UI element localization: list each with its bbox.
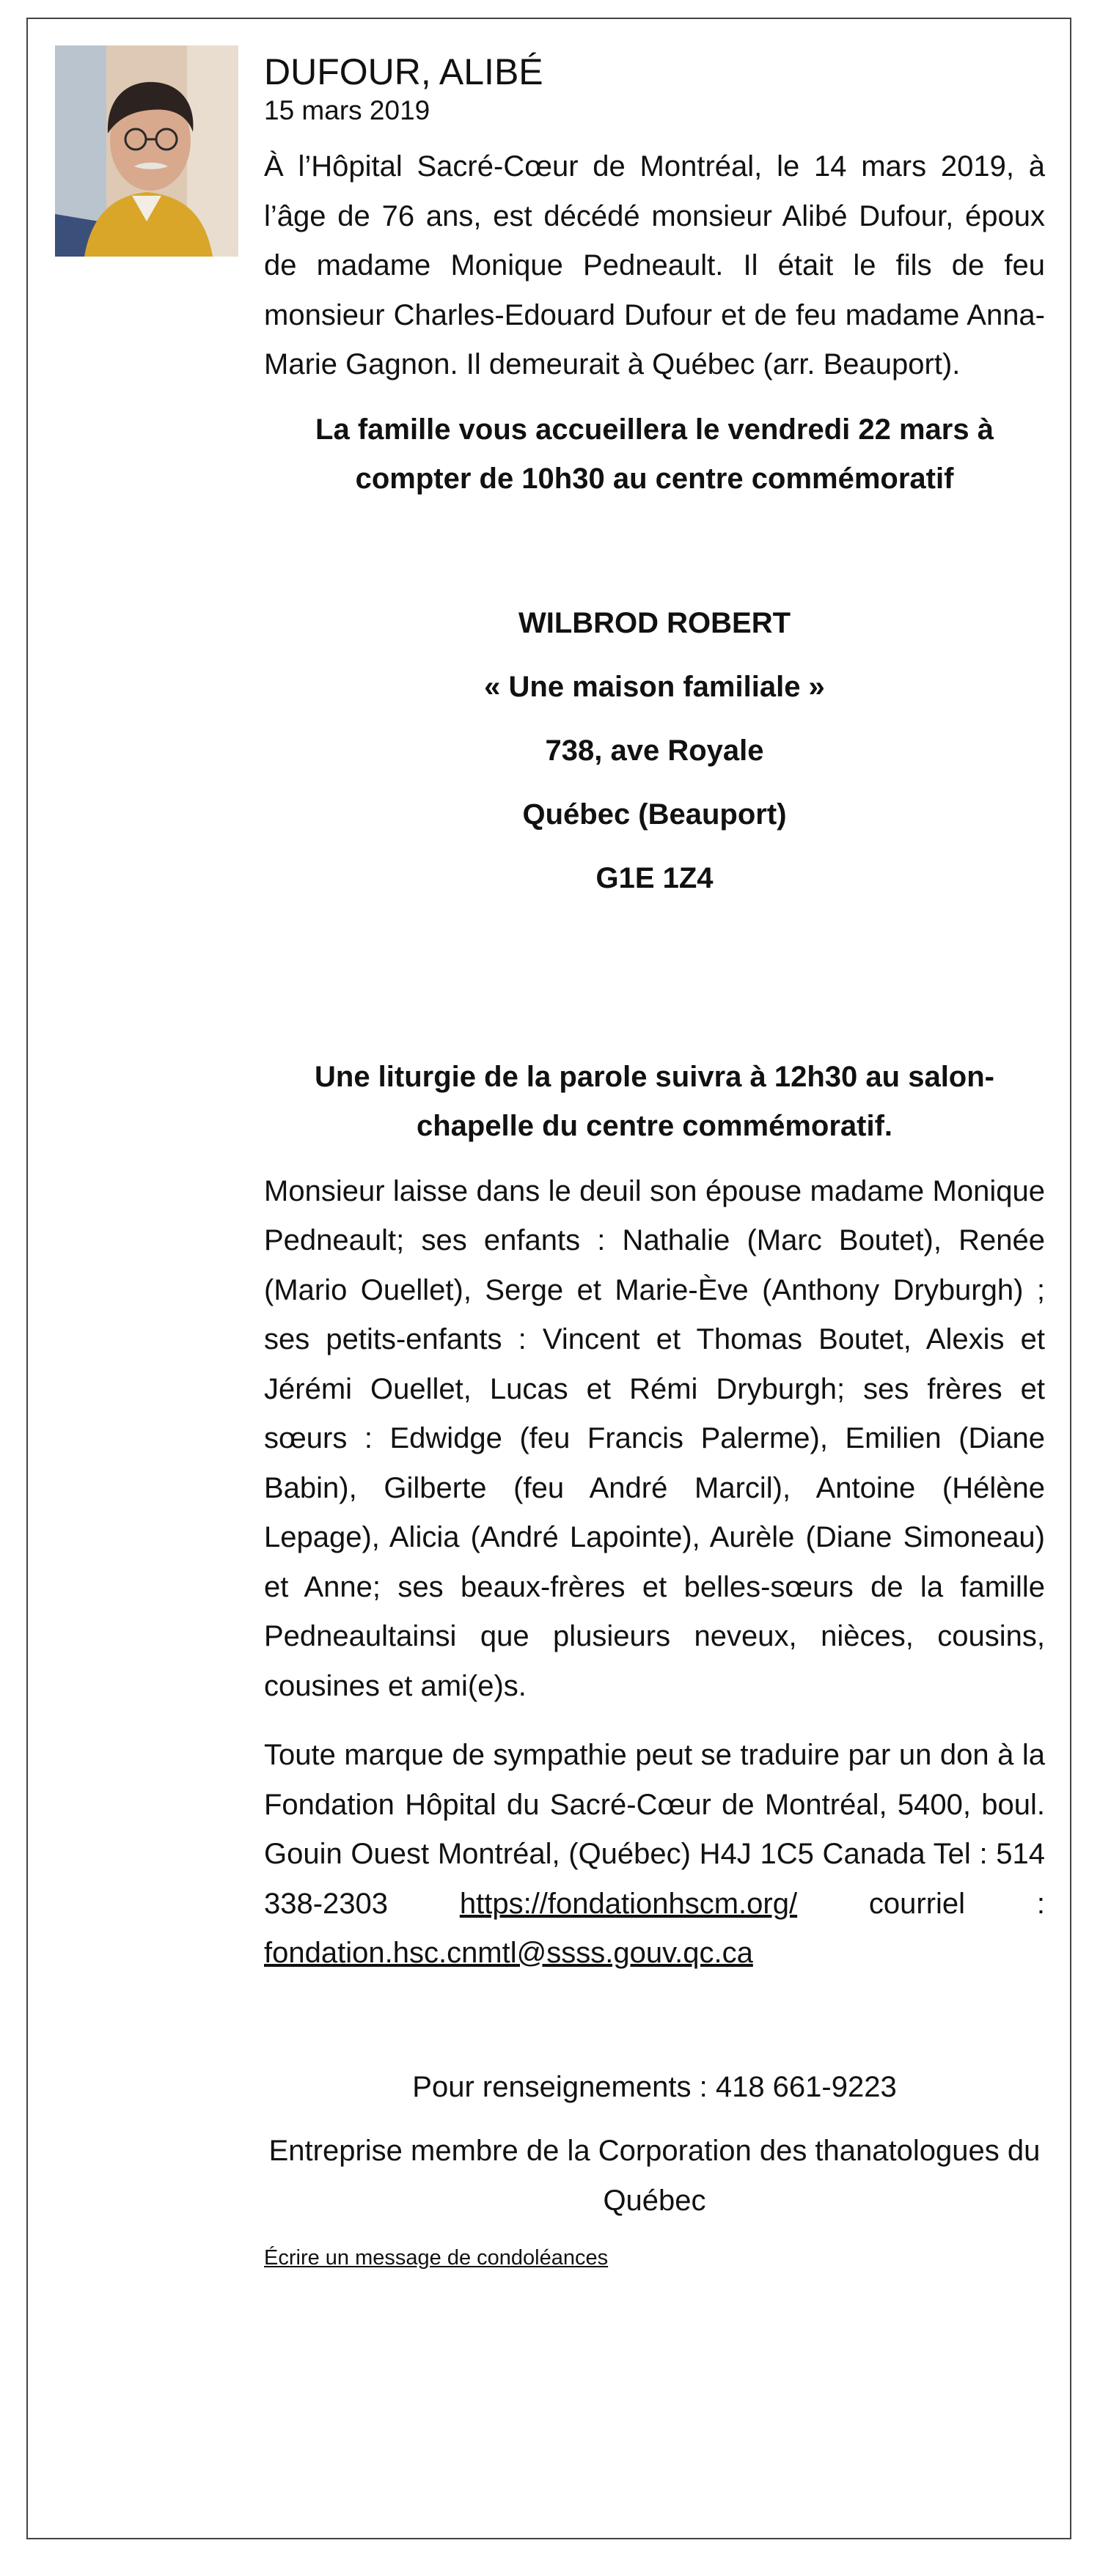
publication-date: 15 mars 2019: [264, 95, 430, 125]
donation-text: Toute marque de sympathie peut se traduire par un don à la Fondation Hôpital du Sacré-Cœur de Montréal, 5400, boul. Gouin Ouest Montréal, (Québec) H4J 1C5 Canada Tel : 514 338-2303: [264, 1739, 1045, 1920]
portrait-photo: [55, 45, 238, 257]
condolences-link[interactable]: Écrire un message de condoléances: [264, 2246, 609, 2270]
email-label: courriel :: [868, 1887, 1045, 1920]
visitation-text: La famille vous accueillera le vendredi 22 mars à compter de 10h30 au centre commémoratif: [315, 413, 994, 495]
address-line: G1E 1Z4: [595, 861, 714, 894]
survivors-paragraph: Monsieur laisse dans le deuil son épouse madame Monique Pedneault; ses enfants : Nathalie (Marc Boutet), Renée (Mario Ouellet), Serge et Marie-Ève (Anthony Dryburgh) ; ses petits-enfants : Vincent et Thomas Boutet, Alexis et Jérémi Ouellet, Lucas et Rémi Dryburgh; ses frères et sœurs : Edwidge (feu Francis Palerme), Emilien (Diane Babin), Gilberte (feu André Marcil), Antoine (Hélène Lepage), Alicia (André Lapointe), Aurèle (Diane Simoneau) et Anne; ses beaux-frères et belles-sœurs de la famille Pedneaultainsi que plusieurs neveux, nièces, cousins, cousines et ami(e)s.: [264, 1174, 1045, 1702]
corporation-membership: Entreprise membre de la Corporation des thanatologues du Québec: [268, 2135, 1041, 2217]
foundation-website-link[interactable]: https://fondationhscm.org/: [459, 1887, 798, 1920]
address-line: Québec (Beauport): [522, 798, 787, 831]
info-phone: Pour renseignements : 418 661-9223: [412, 2070, 897, 2103]
deceased-name: DUFOUR, ALIBÉ: [264, 51, 543, 92]
liturgy-text: Une liturgie de la parole suivra à 12h30 au salon-chapelle du centre commémoratif.: [315, 1060, 994, 1142]
address-line: « Une maison familiale »: [484, 670, 825, 703]
address-line: WILBROD ROBERT: [518, 606, 791, 639]
obituary-content: [264, 44, 1045, 2273]
donation-paragraph: [264, 1731, 1045, 1979]
intro-paragraph: À l’Hôpital Sacré-Cœur de Montréal, le 14 mars 2019, à l’âge de 76 ans, est décédé monsieur Alibé Dufour, époux de madame Monique Pedneault. Il était le fils de feu monsieur Charles-Edouard Dufour et de feu madame Anna-Marie Gagnon. Il demeurait à Québec (arr. Beauport).: [264, 150, 1045, 380]
foundation-email-link[interactable]: fondation.hsc.cnmtl@ssss.gouv.qc.ca: [264, 1937, 753, 1969]
funeral-home-address: [264, 592, 1045, 910]
address-line: 738, ave Royale: [545, 734, 764, 767]
